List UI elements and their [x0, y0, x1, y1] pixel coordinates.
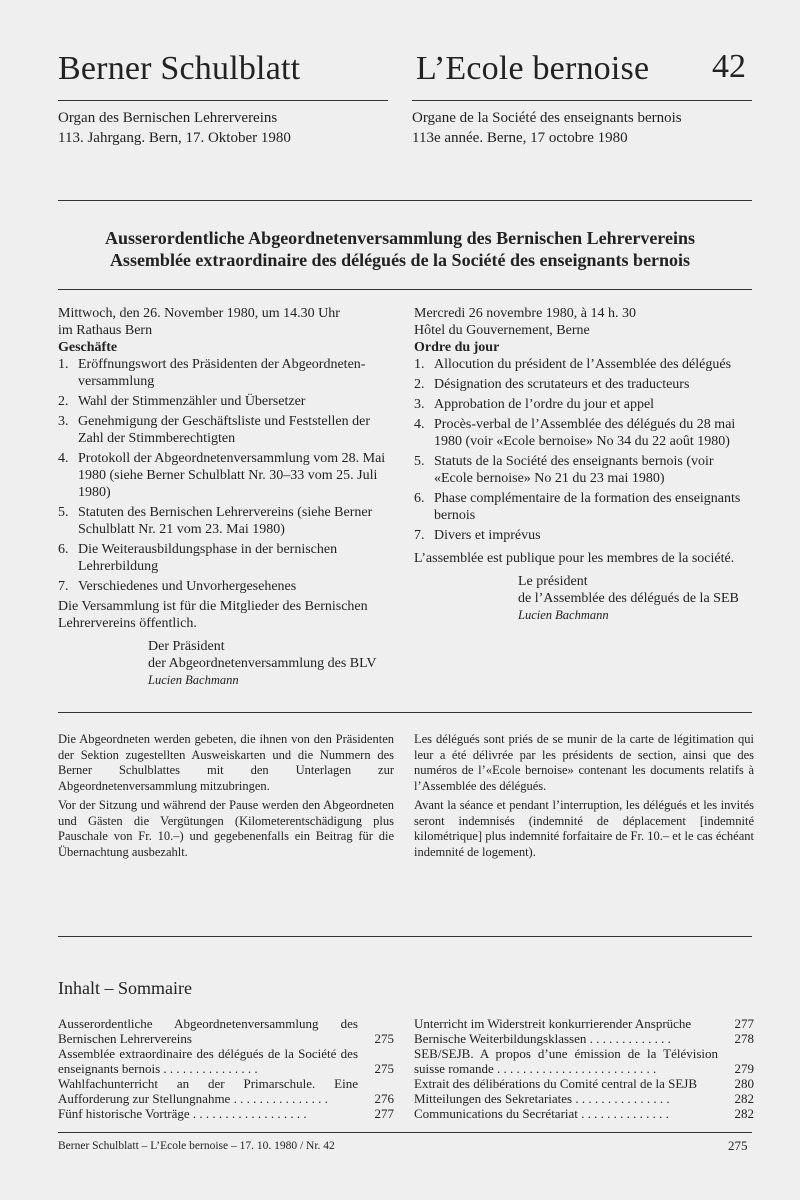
- signature-de: [148, 638, 394, 689]
- toc-entry-text: Assemblée extraordinaire des délégués de la Société des enseignants bernois . . . . . . . . . . . . . . .: [58, 1046, 358, 1076]
- header-divider: [58, 200, 752, 201]
- note-credentials-de: Die Abgeordneten werden gebeten, die ihnen von den Präsidenten der Sektion zugestellten Ausweiskarten und die Nummern des Berner Schulblattes mit den Unterlagen zur Abgeordnetenversammlung mitzubringen.: [58, 732, 394, 793]
- agenda-item-number: 5.: [58, 505, 69, 520]
- agenda-item-text: Phase complémentaire de la formation des enseignants bernois: [434, 491, 741, 523]
- note-credentials-fr: Les délégués sont priés de se munir de la carte de légitimation qui leur a été délivrée par les présidents de section, ainsi que des numéros de l’«Ecole bernoise» contenant les documents relatifs à l’Assemblée des délégués.: [414, 732, 754, 793]
- signature-name-fr: Lucien Bachmann: [518, 608, 609, 622]
- masthead-rule-right: [412, 100, 752, 101]
- agenda-item-number: 4.: [58, 451, 69, 466]
- toc-entry-text: Communications du Secrétariat . . . . . . . . . . . . . .: [414, 1106, 669, 1121]
- toc-entry-text: Fünf historische Vorträge . . . . . . . . . . . . . . . . . .: [58, 1106, 307, 1121]
- agenda-item-number: 4.: [414, 417, 425, 432]
- masthead-title-de: Berner Schulblatt: [58, 50, 301, 87]
- toc-entry-text: Extrait des délibérations du Comité central de la SEJB: [414, 1076, 698, 1091]
- meeting-date-de: Mittwoch, den 26. November 1980, um 14.30 Uhr: [58, 306, 340, 321]
- org-name-de: Organ des Bernischen Lehrervereins: [58, 110, 278, 126]
- signature-role-de: Der Präsident: [148, 639, 225, 654]
- issue-number: 42: [712, 48, 746, 85]
- german-notes: [58, 732, 394, 864]
- signature-role2-de: der Abgeordnetenversammlung des BLV: [148, 656, 377, 671]
- toc-entry[interactable]: [58, 1016, 394, 1046]
- toc-entry[interactable]: [414, 1046, 754, 1076]
- agenda-item-number: 3.: [414, 397, 425, 412]
- signature-role2-fr: de l’Assemblée des délégués de la SEB: [518, 591, 739, 606]
- agenda-item: [414, 396, 754, 413]
- agenda-item-number: 2.: [414, 377, 425, 392]
- toc-entry-page: 278: [734, 1031, 754, 1046]
- agenda-item-number: 1.: [414, 357, 425, 372]
- volume-date-de: 113. Jahrgang. Bern, 17. Oktober 1980: [58, 130, 291, 146]
- masthead-org-de: [58, 108, 291, 148]
- agenda-item: [58, 541, 394, 575]
- signature-fr: [518, 573, 754, 624]
- contents-title: Inhalt – Sommaire: [58, 978, 192, 998]
- footer-citation: Berner Schulblatt – L’Ecole bernoise – 17. 10. 1980 / Nr. 42: [58, 1140, 335, 1152]
- toc-entry-page: 275: [374, 1031, 394, 1046]
- toc-entry-text: Unterricht im Widerstreit konkurrierender Ansprüche: [414, 1016, 692, 1031]
- toc-entry-text: Mitteilungen des Sekretariates . . . . . . . . . . . . . . .: [414, 1091, 670, 1106]
- toc-entry-page: 282: [734, 1106, 754, 1121]
- contents-left: [58, 1016, 394, 1121]
- agenda-item: [414, 453, 754, 487]
- agenda-item: [58, 578, 394, 595]
- agenda-item-number: 5.: [414, 454, 425, 469]
- org-name-fr: Organe de la Société des enseignants bernois: [412, 110, 682, 126]
- agenda-item-text: Statuten des Bernischen Lehrervereins (siehe Berner Schulblatt Nr. 21 vom 23. Mai 1980): [78, 505, 373, 537]
- agenda-item-number: 3.: [58, 414, 69, 429]
- agenda-item: [58, 413, 394, 447]
- toc-entry[interactable]: [414, 1031, 754, 1046]
- headline-divider: [58, 289, 752, 290]
- toc-entry-page: 275: [374, 1061, 394, 1076]
- toc-entry[interactable]: [414, 1106, 754, 1121]
- agenda-list-fr: [414, 356, 754, 544]
- agenda-item-number: 6.: [58, 542, 69, 557]
- signature-role-fr: Le président: [518, 574, 588, 589]
- agenda-item-text: Eröffnungswort des Präsidenten der Abgeordnetenversammlung: [78, 357, 366, 389]
- agenda-item-text: Die Weiterausbildungsphase in der bernischen Lehrerbildung: [78, 542, 338, 574]
- masthead-rule-left: [58, 100, 388, 101]
- toc-entry-page: 282: [734, 1091, 754, 1106]
- agenda-heading-de: Geschäfte: [58, 340, 118, 355]
- agenda-item-text: Désignation des scrutateurs et des traducteurs: [434, 377, 690, 392]
- agenda-item-text: Approbation de l’ordre du jour et appel: [434, 397, 655, 412]
- agenda-item-text: Genehmigung der Geschäftsliste und Feststellen der Zahl der Stimmberechtigten: [78, 414, 370, 446]
- toc-entry-page: 277: [374, 1106, 394, 1121]
- toc-entry-page: 277: [734, 1016, 754, 1031]
- agenda-item: [414, 527, 754, 544]
- toc-entry[interactable]: [58, 1106, 394, 1121]
- agenda-item-number: 2.: [58, 394, 69, 409]
- agenda-item-text: Verschiedenes und Unvorhergesehenes: [78, 579, 297, 594]
- agenda-item: [414, 490, 754, 524]
- toc-entry-page: 280: [734, 1076, 754, 1091]
- toc-entry[interactable]: [58, 1046, 394, 1076]
- agenda-item-text: Allocution du président de l’Assemblée des délégués: [434, 357, 732, 372]
- footer-page-number: 275: [728, 1138, 748, 1153]
- agenda-item-text: Protokoll der Abgeordnetenversammlung vom 28. Mai 1980 (siehe Berner Schulblatt Nr. 30–33 vom 25. Juli 1980): [78, 451, 386, 500]
- meeting-date-fr: Mercredi 26 novembre 1980, à 14 h. 30: [414, 306, 636, 321]
- french-notes: [414, 732, 754, 864]
- agenda-item-text: Procès-verbal de l’Assemblée des délégués du 28 mai 1980 (voir «Ecole bernoise» No 34 du 22 août 1980): [434, 417, 736, 449]
- agenda-item: [58, 393, 394, 410]
- toc-entry[interactable]: [58, 1076, 394, 1106]
- toc-entry[interactable]: [414, 1016, 754, 1031]
- french-column: [414, 305, 754, 624]
- meeting-place-fr: Hôtel du Gouvernement, Berne: [414, 323, 590, 338]
- agenda-heading-fr: Ordre du jour: [414, 340, 500, 355]
- agenda-item-text: Wahl der Stimmenzähler und Übersetzer: [78, 394, 306, 409]
- signature-name-de: Lucien Bachmann: [148, 673, 239, 687]
- toc-entry[interactable]: [414, 1076, 754, 1091]
- agenda-item-number: 6.: [414, 491, 425, 506]
- toc-entry-text: Bernische Weiterbildungsklassen . . . . . . . . . . . . .: [414, 1031, 671, 1046]
- agenda-item: [58, 356, 394, 390]
- agenda-item-text: Divers et imprévus: [434, 528, 541, 543]
- public-note-de: Die Versammlung ist für die Mitglieder des Bernischen Lehrervereins öffentlich.: [58, 599, 368, 631]
- toc-entry[interactable]: [414, 1091, 754, 1106]
- agenda-item: [414, 376, 754, 393]
- agenda-item: [414, 416, 754, 450]
- agenda-item-number: 7.: [414, 528, 425, 543]
- agenda-list-de: [58, 356, 394, 595]
- agenda-item-number: 7.: [58, 579, 69, 594]
- footer-divider: [58, 1132, 752, 1133]
- contents-right: [414, 1016, 754, 1121]
- agenda-item: [58, 504, 394, 538]
- agenda-item-text: Statuts de la Société des enseignants bernois (voir «Ecole bernoise» No 21 du 23 mai 1980): [434, 454, 714, 486]
- masthead-title-fr: L’Ecole bernoise: [416, 50, 650, 87]
- note-compensation-fr: Avant la séance et pendant l’interruption, les délégués et les invités seront indemnisés (indemnité de déplacement [indemnité kilométrique] plus indemnité forfaitaire de Fr. 10.– et le cas échéant indemnité de logement).: [414, 798, 754, 859]
- toc-entry-page: 279: [734, 1061, 754, 1076]
- contents-divider: [58, 936, 752, 937]
- headline-fr: Assemblée extraordinaire des délégués de la Société des enseignants bernois: [109, 250, 691, 270]
- note-compensation-de: Vor der Sitzung und während der Pause werden den Abgeordneten und Gästen die Vergütungen (Kilometerentschädigung plus Pauschale von Fr. 10.–) und gegebenenfalls ein Beitrag für die Übernachtung ausbezahlt.: [58, 798, 394, 859]
- volume-date-fr: 113e année. Berne, 17 octobre 1980: [412, 130, 628, 146]
- agenda-item: [58, 450, 394, 501]
- toc-entry-text: Ausserordentliche Abgeordnetenversammlung des Bernischen Lehrervereins: [58, 1016, 358, 1046]
- toc-entry-text: Wahlfachunterricht an der Primarschule. Eine Aufforderung zur Stellungnahme . . . . . . . . . . . . . . .: [58, 1076, 358, 1106]
- public-note-fr: L’assemblée est publique pour les membres de la société.: [414, 551, 735, 566]
- toc-entry-text: SEB/SEJB. A propos d’une émission de la Télévision suisse romande . . . . . . . . . . . . . . . . . . . . . . . . .: [414, 1046, 718, 1076]
- german-column: [58, 305, 394, 689]
- agenda-item: [414, 356, 754, 373]
- masthead-org-fr: [412, 108, 682, 148]
- notes-divider: [58, 712, 752, 713]
- meeting-place-de: im Rathaus Bern: [58, 323, 153, 338]
- agenda-item-number: 1.: [58, 357, 69, 372]
- headline-de: Ausserordentliche Abgeordnetenversammlung des Bernischen Lehrervereins: [105, 228, 695, 248]
- toc-entry-page: 276: [374, 1091, 394, 1106]
